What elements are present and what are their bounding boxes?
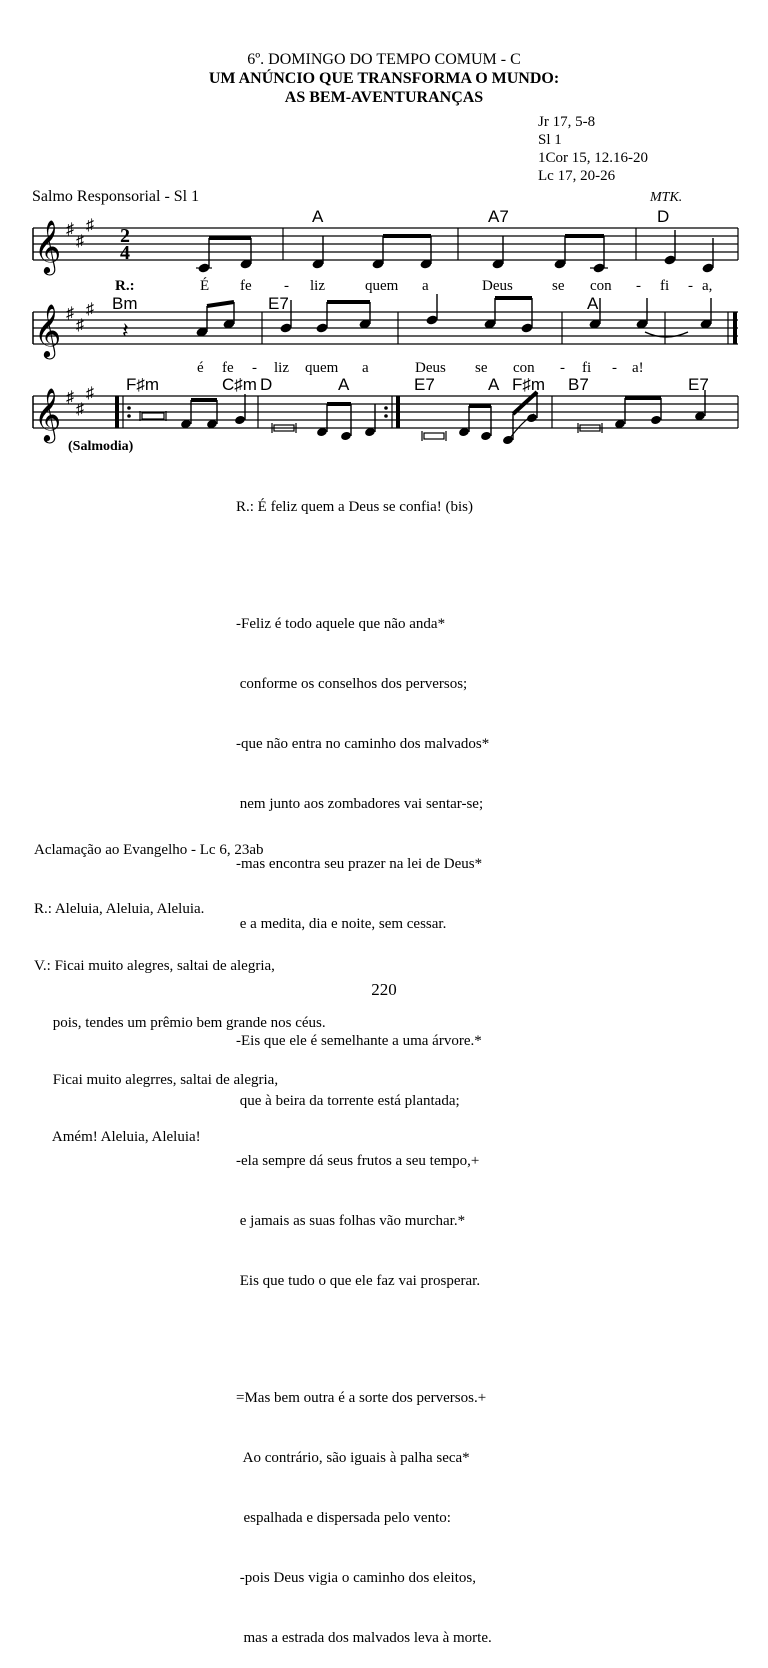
breve-note [424, 433, 444, 439]
acclamation-line: Ficai muito alegrres, saltai de alegria, [34, 1072, 279, 1088]
key-sharp-icon: ♯ [66, 305, 74, 322]
quarter-rest-icon: 𝄽 [122, 319, 129, 344]
page-header [0, 50, 768, 107]
music-staff-1 [0, 200, 768, 300]
lyric-syllable: É [200, 278, 210, 294]
lyric-syllable: liz [274, 360, 289, 376]
lyric-syllable: - [612, 360, 617, 376]
lyric-syllable: con [590, 278, 612, 294]
chord-symbol: F♯m [512, 378, 546, 394]
lyric-syllable: - [252, 360, 257, 376]
key-sharp-icon: ♯ [86, 385, 94, 402]
lyric-syllable: - [560, 360, 565, 376]
acclamation-line: R.: Aleluia, Aleluia, Aleluia. [34, 901, 205, 917]
lyric-syllable: a [362, 360, 369, 376]
liturgy-title: 6º. DOMINGO DO TEMPO COMUM - C [247, 51, 521, 68]
reading-ref: 1Cor 15, 12.16-20 [538, 150, 648, 166]
chord-symbol: A7 [488, 207, 509, 226]
lyric-syllable: fi [660, 278, 670, 294]
composer-credit: MTK. [650, 190, 683, 205]
verse-line: -mas encontra seu prazer na lei de Deus* [236, 856, 483, 872]
lyric-syllable: con [513, 360, 535, 376]
breve-note [142, 413, 164, 419]
chord-symbol: D [260, 378, 273, 394]
chord-symbol: B7 [568, 378, 589, 394]
verse-line: espalhada e dispersada pelo vento: [236, 1510, 451, 1526]
refrain-label: R.: [115, 278, 135, 294]
page-number: 220 [371, 980, 397, 999]
verse-line: conforme os conselhos dos perversos; [236, 676, 468, 692]
chord-symbol: A [587, 294, 599, 313]
verse-line: -Feliz é todo aquele que não anda* [236, 616, 446, 632]
verse-line: =Mas bem outra é a sorte dos perversos.+ [236, 1390, 487, 1406]
chord-symbol: A [312, 207, 324, 226]
verse-line: Eis que tudo o que ele faz vai prosperar. [236, 1273, 481, 1289]
chord-symbol: Bm [112, 294, 138, 313]
key-sharp-icon: ♯ [76, 233, 84, 250]
key-sharp-icon: ♯ [76, 401, 84, 418]
acclamation-title: Aclamação ao Evangelho - Lc 6, 23ab [34, 842, 264, 858]
verse-line: -Eis que ele é semelhante a uma árvore.* [236, 1033, 482, 1049]
lyric-syllable: - [284, 278, 289, 294]
verse-line: e a medita, dia e noite, sem cessar. [236, 916, 447, 932]
chord-symbol: E7 [268, 294, 289, 313]
time-signature-bottom: 4 [120, 242, 130, 264]
lyric-syllable: - [688, 278, 693, 294]
chord-symbol: C♯m [222, 378, 257, 394]
treble-clef-icon: 𝄞 [34, 219, 62, 273]
reading-ref: Jr 17, 5-8 [538, 114, 596, 130]
lyric-syllable: quem [305, 360, 339, 376]
lyric-syllable: Deus [415, 360, 446, 376]
theme-subtitle: AS BEM-AVENTURANÇAS [284, 89, 484, 106]
verse-line: -que não entra no caminho dos malvados* [236, 736, 490, 752]
lyric-syllable: a [422, 278, 429, 294]
chord-symbol: A [488, 378, 500, 394]
verse-line: -ela sempre dá seus frutos a seu tempo,+ [236, 1153, 480, 1169]
key-sharp-icon: ♯ [86, 217, 94, 234]
time-signature-top: 2 [120, 225, 130, 247]
verse-line: nem junto aos zombadores vai sentar-se; [236, 796, 484, 812]
verse-line: -pois Deus vigia o caminho dos eleitos, [236, 1570, 476, 1586]
lyric-syllable: liz [310, 278, 325, 294]
psalm-title: Salmo Responsorial - Sl 1 [32, 188, 200, 205]
acclamation-line: V.: Ficai muito alegres, saltai de alegria, [34, 958, 275, 974]
verse-line: Ao contrário, são iguais à palha seca* [236, 1450, 470, 1466]
lyric-syllable: se [475, 360, 488, 376]
lyric-syllable: - [636, 278, 641, 294]
lyric-syllable: fe [240, 278, 252, 294]
key-sharp-icon: ♯ [86, 301, 94, 318]
acclamation-line: pois, tendes um prêmio bem grande nos céus. [34, 1015, 326, 1031]
chord-symbol: D [657, 207, 670, 226]
lyric-syllable: fe [222, 360, 234, 376]
acclamation-line: Amém! Aleluia, Aleluia! [34, 1129, 201, 1145]
chord-symbol: E7 [688, 378, 709, 394]
reading-ref: Lc 17, 20-26 [538, 168, 616, 184]
verse-line: e jamais as suas folhas vão murchar.* [236, 1213, 466, 1229]
lyric-syllable: se [552, 278, 565, 294]
verse-line: que à beira da torrente está plantada; [236, 1093, 460, 1109]
music-staff-2 [0, 292, 768, 382]
key-sharp-icon: ♯ [66, 221, 74, 238]
verse-line: mas a estrada dos malvados leva à morte. [236, 1630, 492, 1646]
reading-references [538, 113, 648, 185]
refrain-text: R.: É feliz quem a Deus se confia! (bis) [236, 499, 474, 515]
acclamation-text [34, 862, 326, 1166]
lyric-syllable: Deus [482, 278, 513, 294]
key-sharp-icon: ♯ [66, 389, 74, 406]
treble-clef-icon: 𝄞 [34, 303, 62, 357]
lyric-syllable: é [197, 360, 204, 376]
lyric-syllable: fi [582, 360, 592, 376]
chord-symbol: A [338, 378, 350, 394]
treble-clef-icon: 𝄞 [34, 387, 62, 441]
chord-symbol: E7 [414, 378, 435, 394]
key-sharp-icon: ♯ [76, 317, 84, 334]
salmodia-label: (Salmodia) [68, 439, 134, 454]
lyric-syllable: quem [365, 278, 399, 294]
lyric-syllable: a! [632, 360, 644, 376]
reading-ref: Sl 1 [538, 132, 562, 148]
music-staff-3 [0, 378, 768, 458]
theme-title: UM ANÚNCIO QUE TRANSFORMA O MUNDO: [208, 70, 560, 87]
chord-symbol: F♯m [126, 378, 160, 394]
lyric-syllable: a, [702, 278, 713, 294]
